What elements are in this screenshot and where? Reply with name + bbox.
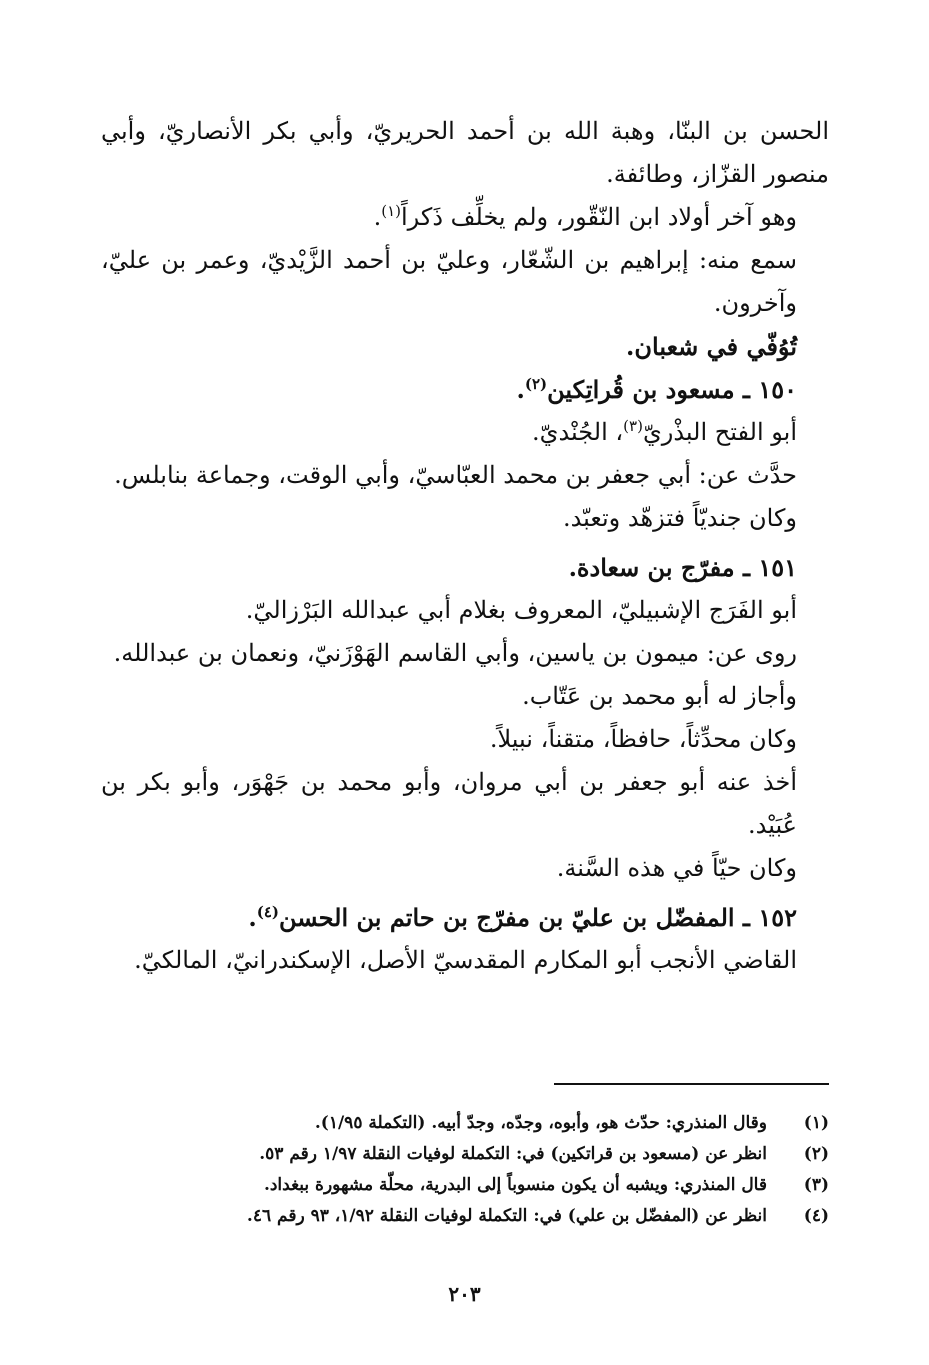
page-number: ٢٠٣ [448, 1282, 481, 1306]
footnote-text: انظر عن (المفضّل بن علي) في: التكملة لوفيات النقلة ١/٩٢، ٩٣ رقم ٤٦. [246, 1206, 767, 1226]
footnote-text: انظر عن (مسعود بن قراتكين) في: التكملة لوفيات النقلة ١/٩٧ رقم ٥٣. [259, 1144, 767, 1164]
footnote-separator [554, 1083, 829, 1085]
footnote-3 [109, 1170, 829, 1201]
paragraph: وهو آخر أولاد ابن النّقّور، ولم يخلِّف ذَكراً$^{(١)}$. [373, 202, 797, 231]
footnote-number: (٣) [803, 1175, 829, 1195]
paragraph: سمع منه: إبراهيم بن الشّعّار، وعليّ بن أحمد الزَّيْديّ، وعمر بن عليّ، وآخرون. [101, 246, 797, 317]
paragraph: حدَّث عن: أبي جعفر بن محمد العبّاسيّ، وأبي الوقت، وجماعة بنابلس. [114, 461, 797, 489]
footnote-ref-4[interactable]: (٤) [256, 903, 279, 921]
paragraph: وكان جنديّاً فتزهّد وتعبّد. [562, 504, 797, 532]
footnote-text: وقال المنذري: حدّث هو، وأبوه، وجدّه، وجدّ أبيه. (التكملة ١/٩٥). [314, 1113, 767, 1133]
paragraph: روى عن: ميمون بن ياسين، وأبي القاسم الهَوْزَنيّ، ونعمان بن عبدالله. [113, 639, 797, 667]
paragraph: أبو الفتح البذْريّ$^{(٣)}$، الجُنْديّ. [532, 417, 797, 446]
paragraph: أبو الفَرَج الإشبيليّ، المعروف بغلام أبي عبدالله البَرْزاليّ. [245, 596, 797, 624]
footnote-4 [109, 1201, 829, 1232]
footnote-2 [109, 1139, 829, 1170]
paragraph: وكان محدِّثاً، حافظاً، متقناً، نبيلاً. [489, 725, 797, 753]
footnote-number: (٢) [803, 1144, 829, 1164]
entry-heading-152: ١٥٢ ـ المفضّل بن عليّ بن مفرّج بن حاتم بن الحسن$^{(٤)}$. [248, 903, 797, 932]
paragraph: أخذ عنه أبو جعفر بن أبي مروان، وأبو محمد بن جَهْوَر، وأبو بكر بن عُبَيْد. [101, 768, 797, 839]
footnote-number: (١) [803, 1113, 829, 1133]
entry-heading-151: ١٥١ ـ مفرّج بن سعادة. [568, 553, 797, 582]
paragraph: وأجاز له أبو محمد بن عَتّاب. [522, 682, 797, 710]
main-text [101, 110, 829, 982]
footnote-ref-1[interactable]: (١) [381, 202, 401, 220]
footnote-number: (٤) [803, 1206, 829, 1226]
entry-heading-150: ١٥٠ ـ مسعود بن قُراتِكين$^{(٢)}$. [516, 375, 797, 404]
paragraph: القاضي الأنجب أبو المكارم المقدسيّ الأصل، الإسكندرانيّ، المالكيّ. [134, 946, 797, 974]
paragraph: وكان حيّاً في هذه السَّنة. [556, 854, 797, 882]
footnote-ref-2[interactable]: (٢) [524, 375, 548, 393]
footnote-1 [109, 1108, 829, 1139]
paragraph: الحسن بن البنّا، وهبة الله بن أحمد الحريريّ، وأبي بكر الأنصاريّ، وأبي منصور القزّاز، وطائفة. [101, 117, 829, 188]
footnotes [109, 1108, 829, 1232]
paragraph: تُوُفّي في شعبان. [626, 332, 797, 361]
footnote-ref-3[interactable]: (٣) [623, 417, 643, 435]
footnote-text: قال المنذري: ويشبه أن يكون منسوباً إلى البدرية، محلّة مشهورة ببغداد. [263, 1175, 767, 1195]
